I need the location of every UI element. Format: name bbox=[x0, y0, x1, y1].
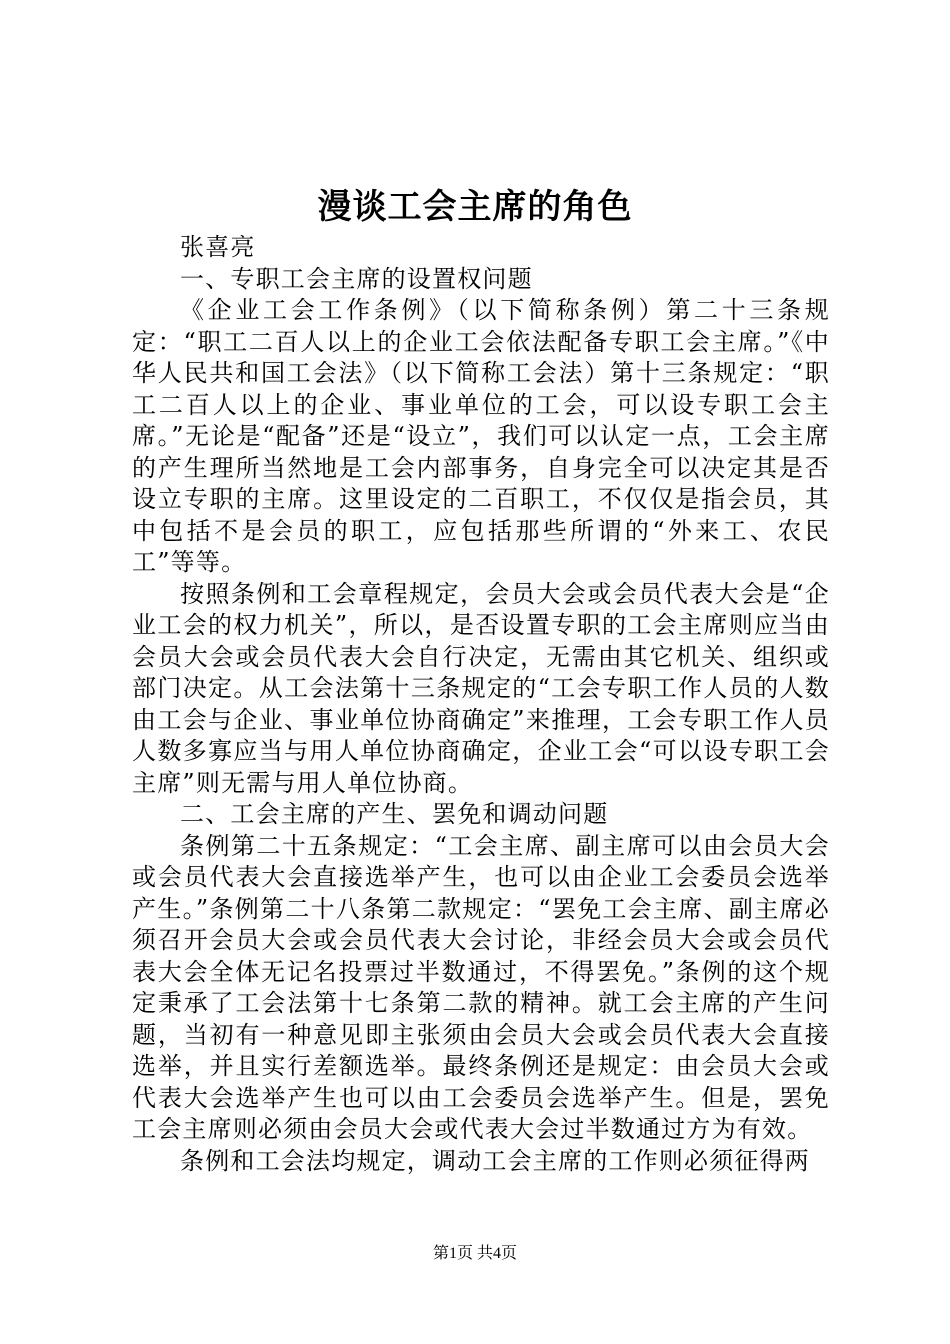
paragraph: 条例和工会法均规定，调动工会主席的工作则必须征得两 bbox=[180, 1146, 810, 1175]
author-name: 张喜亮 bbox=[180, 233, 256, 261]
section-heading-2: 二、工会主席的产生、罢免和调动问题 bbox=[180, 800, 609, 828]
document-body bbox=[132, 232, 830, 1177]
section-heading-1: 一、专职工会主席的设置权问题 bbox=[180, 264, 533, 293]
document-title: 漫谈工会主席的角色 bbox=[317, 187, 633, 227]
paragraph: 按照条例和工会章程规定，会员大会或会员代表大会是“企业工会的权力机关”，所以，是否设置专职的工会主席则应当由会员大会或会员代表大会自行决定，无需由其它机关、组织或部门决定。从工会法第十三条规定的“工会专职工作人员的人数由工会与企业、事业单位协商确定”来推理，工会专职工作人员人数多寡应当与用人单位协商确定，企业工会“可以设专职工会主席”则无需与用人单位协商。 bbox=[132, 579, 830, 797]
paragraph: 条例第二十五条规定：“工会主席、副主席可以由会员大会或会员代表大会直接选举产生，也可以由企业工会委员会选举产生。”条例第二十八条第二款规定：“罢免工会主席、副主席必须召开会员大会或会员代表大会讨论，非经会员大会或会员代表大会全体无记名投票过半数通过，不得罢免。”条例的这个规定秉承了工会法第十七条第二款的精神。就工会主席的产生问题，当初有一种意见即主张须由会员大会或会员代表大会直接选举，并且实行差额选举。最终条例还是规定：由会员大会或代表大会选举产生也可以由工会委员会选举产生。但是，罢免工会主席则必须由会员大会或代表大会过半数通过方为有效。 bbox=[132, 831, 830, 1143]
paragraph: 《企业工会工作条例》（以下简称条例）第二十三条规定：“职工二百人以上的企业工会依法配备专职工会主席。”《中华人民共和国工会法》（以下简称工会法）第十三条规定：“职工二百人以上的企业、事业单位的工会，可以设专职工会主席。”无论是“配备”还是“设立”，我们可以认定一点，工会主席的产生理所当然地是工会内部事务，自身完全可以决定其是否设立专职的主席。这里设定的二百职工，不仅仅是指会员，其中包括不是会员的职工，应包括那些所谓的“外来工、农民工”等等。 bbox=[132, 296, 830, 576]
page-number-footer: 第1页 共4页 bbox=[432, 1245, 517, 1262]
